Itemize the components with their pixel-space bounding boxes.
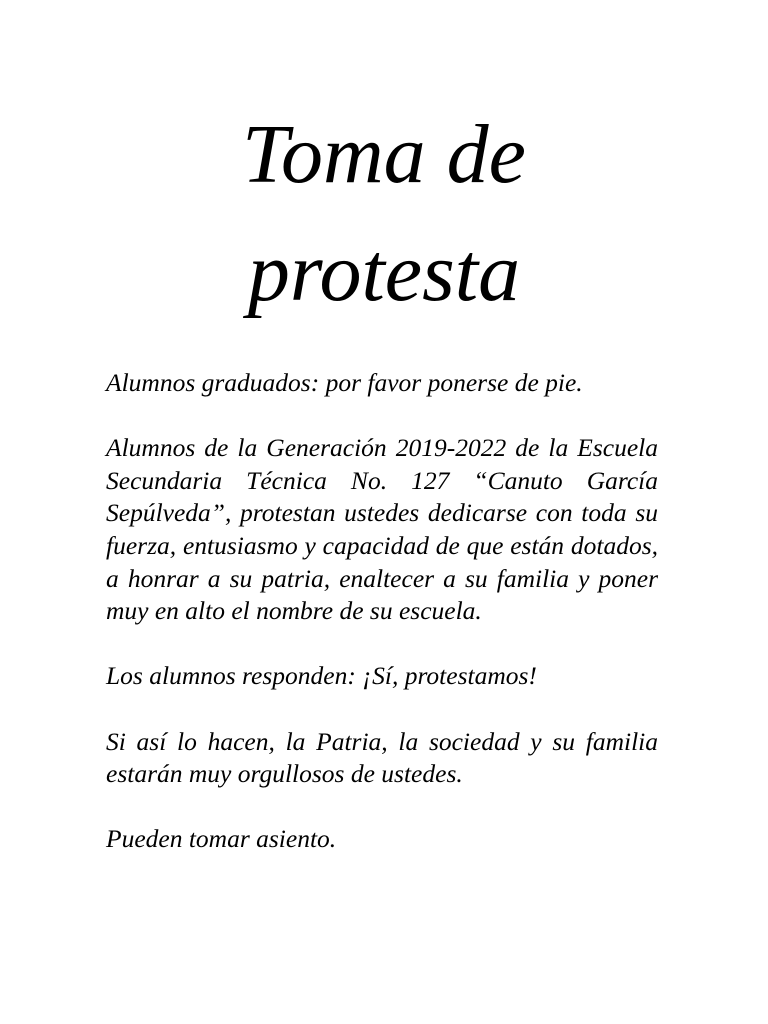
paragraph-response: Los alumnos responden: ¡Sí, protestamos! [106, 661, 537, 691]
document-title [0, 96, 768, 332]
paragraph-instruction-stand: Alumnos graduados: por favor ponerse de pie. [106, 368, 583, 397]
paragraph-closing: Si así lo hacen, la Patria, la sociedad y su familia estarán muy orgullosos de ustedes. [106, 726, 658, 789]
title-line-2: protesta [247, 226, 521, 319]
document-body [106, 367, 658, 889]
title-line-1: Toma de [242, 108, 526, 201]
paragraph-oath: Alumnos de la Generación 2019-2022 de la Escuela Secundaria Técnica No. 127 “Canuto García Sepúlveda”, protestan ustedes dedicarse con toda su fuerza, entusiasmo y capacidad de que están dotados, a honrar a su patria, enaltecer a su familia y poner muy en alto el nombre de su escuela. [106, 433, 658, 626]
paragraph-instruction-sit: Pueden tomar asiento. [106, 824, 337, 854]
